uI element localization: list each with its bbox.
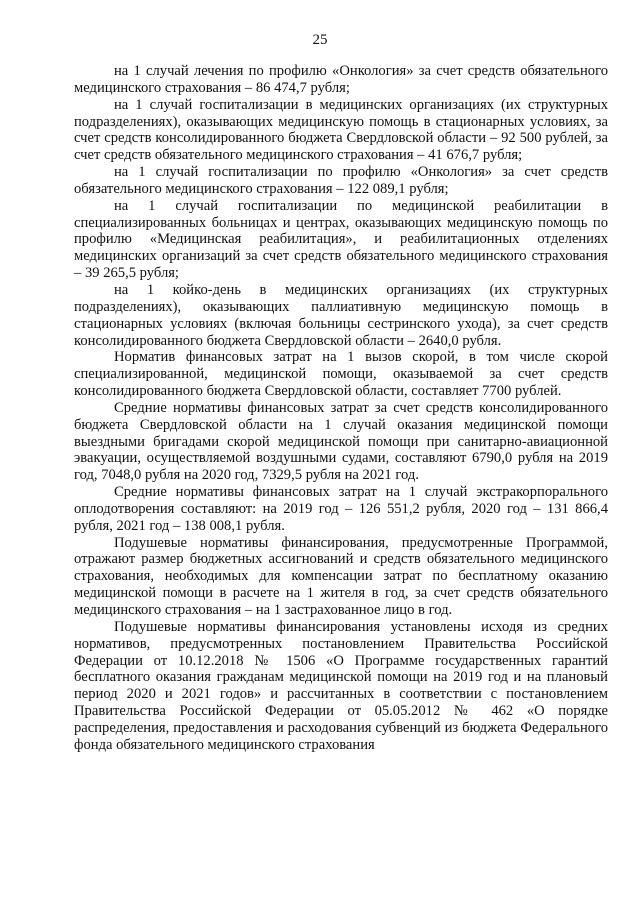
document-body (74, 63, 608, 754)
paragraph-rehabilitation-case: на 1 случай госпитализации по медицинской реабилитации в специализированных больницах и центрах, оказывающих медицинскую помощь по профилю «Медицинская реабилитация», и реабилитационных отделениях медицинских организаций за счет средств обязательного медицинского страхования – 39 265,5 рубля; (74, 197, 608, 282)
page-number: 25 (312, 32, 328, 48)
paragraph-per-capita-norms: Подушевые нормативы финансирования, предусмотренные Программой, отражают размер бюджетных ассигнований и средств обязательного медицинского страхования, необходимых для компенсации затрат по бесплатному оказанию медицинской помощи в расчете на 1 жителя в год, за счет средств обязательного медицинского страхования – на 1 застрахованное лицо в год. (74, 534, 608, 618)
paragraph-palliative-bed-day: на 1 койко-день в медицинских организациях (их структурных подразделениях), оказывающих паллиативную медицинскую помощь в стационарных условиях (включая больницы сестринского ухода), за счет средств консолидированного бюджета Свердловской области – 2640,0 рубля. (74, 281, 608, 349)
paragraph-air-ambulance-norms: Средние нормативы финансовых затрат за счет средств консолидированного бюджета Свердловской области на 1 случай оказания медицинской помощи выездными бригадами скорой медицинской помощи при санитарно-авиационной эвакуации, осуществляемой воздушными судами, составляют 6790,0 рубля на 2019 год, 7048,0 рубля на 2020 год, 7329,5 рубля на 2021 год. (74, 399, 608, 484)
paragraph-ambulance-call-norm: Норматив финансовых затрат на 1 вызов скорой, в том числе скорой специализированной, медицинской помощи, оказываемой за счет средств консолидированного бюджета Свердловской области, составляет 7700 рублей. (74, 349, 608, 400)
paragraph-ivf-norms: Средние нормативы финансовых затрат на 1 случай экстракорпорального оплодотворения составляют: на 2019 год – 126 551,2 рубля, 2020 год – 131 866,4 рубля, 2021 год – 138 008,1 рубля. (74, 484, 608, 534)
paragraph-per-capita-basis: Подушевые нормативы финансирования установлены исходя из средних нормативов, предусмотренных постановлением Правительства Российской Федерации от 10.12.2018 № 1506 «О Программе государственных гарантий бесплатного оказания гражданам медицинской помощи на 2019 год и на плановый период 2020 и 2021 годов» и рассчитанных в соответствии с постановлением Правительства Российской Федерации от 05.05.2012 № 462 «О порядке распределения, предоставления и расходования субвенций из бюджета Федерального фонда обязательного медицинского страхования (74, 618, 608, 753)
paragraph-oncology-hospitalization-case: на 1 случай госпитализации по профилю «Онкология» за счет средств обязательного медицинского страхования – 122 089,1 рубля; (74, 164, 608, 197)
paragraph-oncology-treatment-case: на 1 случай лечения по профилю «Онкология» за счет средств обязательного медицинского страхования – 86 474,7 рубля; (74, 63, 608, 96)
paragraph-hospitalization-case: на 1 случай госпитализации в медицинских организациях (их структурных подразделениях), оказывающих медицинскую помощь в стационарных условиях, за счет средств консолидированного бюджета Свердловской области – 92 500 рублей, за счет средств обязательного медицинского страхования – 41 676,7 рубля; (74, 96, 608, 164)
